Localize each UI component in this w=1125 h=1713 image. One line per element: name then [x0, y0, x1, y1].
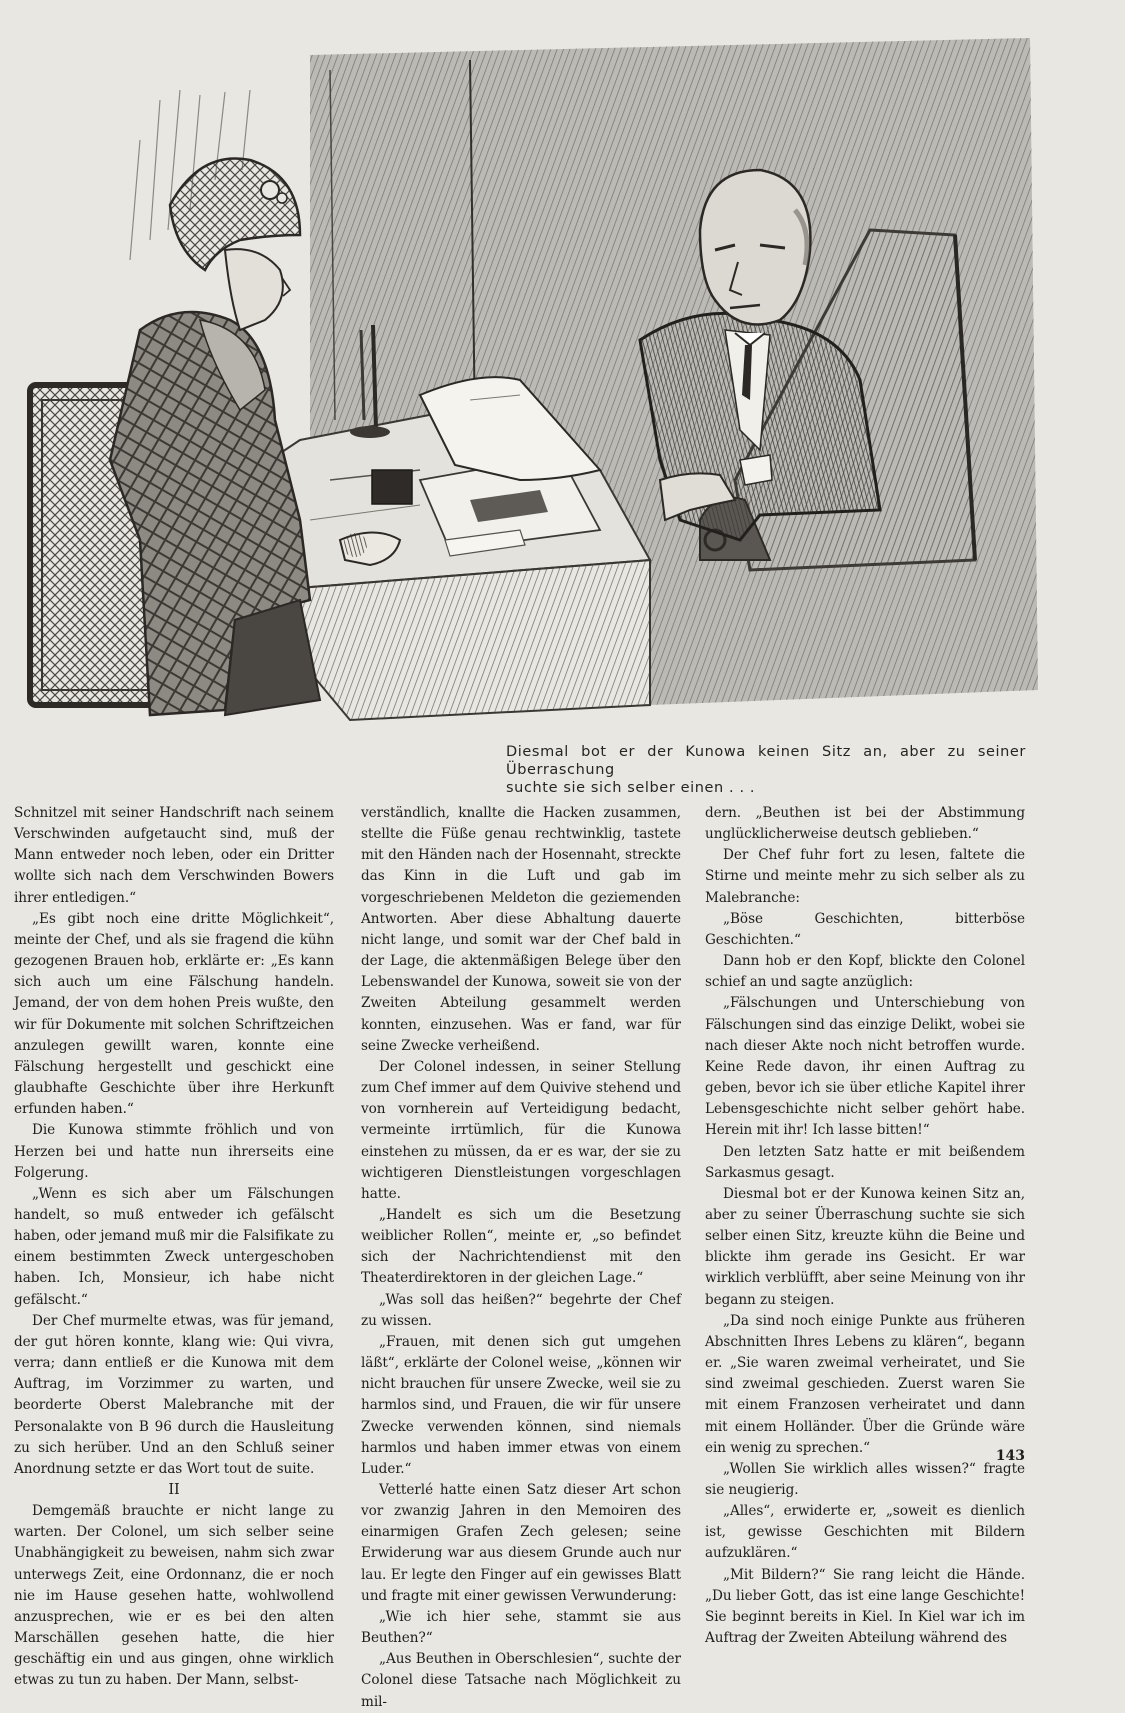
paragraph: „Wollen Sie wirklich alles wissen?“ fragte sie neugierig. — [705, 1460, 1025, 1498]
illustration-caption — [506, 743, 1026, 797]
paragraph: dern. „Beuthen ist bei der Abstimmung unglücklicherweise deutsch geblieben.“ — [705, 805, 1025, 843]
illustration — [0, 0, 1125, 740]
text-column-1 — [14, 803, 334, 1689]
paragraph: „Da sind noch einige Punkte aus früheren Abschnitten Ihres Lebens zu klären“, begann er. „Sie waren zweimal verheiratet, und Sie sind zweimal geschieden. Zuerst waren Sie mit einem Franzosen verheiratet und dann mit einem Holländer. Über die Gründe wäre ein wenig zu sprechen.“ — [705, 1312, 1025, 1456]
paragraph: Der Colonel indessen, in seiner Stellung zum Chef immer auf dem Quivive stehend und von vornherein auf Verteidigung bedacht, vermeinte irrtümlich, für die Kunowa einstehen zu müssen, da er es war, der sie zu wichtigeren Dienstleistungen vorgeschlagen hatte. — [361, 1058, 681, 1202]
paragraph: „Wie ich hier sehe, stammt sie aus Beuthen?“ — [361, 1608, 681, 1647]
paragraph: „Was soll das heißen?“ begehrte der Chef zu wissen. — [361, 1291, 681, 1329]
paragraph: „Böse Geschichten, bitterböse Geschichten.“ — [705, 910, 1025, 948]
paragraph: „Frauen, mit denen sich gut umgehen läßt“, erklärte der Colonel weise, „können wir nicht brauchen für unsere Zwecke, weil sie zu harmlos sind, und Frauen, die wir für unsere Zwecke verwenden können, sind niemals harmlos und haben immer etwas von einem Luder.“ — [361, 1333, 681, 1477]
caption-line-1: Diesmal bot er der Kunowa keinen Sitz an, aber zu seiner Überraschung — [506, 744, 1026, 778]
page-number: 143 — [995, 1448, 1025, 1464]
paragraph: „Alles“, erwiderte er, „soweit es dienlich ist, gewisse Geschichten mit Bildern aufzuklären.“ — [705, 1503, 1025, 1562]
paragraph: Schnitzel mit seiner Handschrift nach seinem Verschwinden aufgetaucht sind, muß der Mann entweder noch leben, oder ein Dritter wollte sich nach dem Verschwinden Bowers ihrer entledigen.“ — [14, 805, 334, 906]
paragraph: Den letzten Satz hatte er mit beißendem Sarkasmus gesagt. — [705, 1143, 1025, 1181]
paragraph: verständlich, knallte die Hacken zusammen, stellte die Füße genau rechtwinklig, tastete mit den Händen nach der Hosennaht, streckte das Kinn in die Luft und gab im vorgeschriebenen Meldeton die geziemenden Antworten. Aber diese Abhaltung dauerte nicht lange, und somit war der Chef bald in der Lage, die aktenmäßigen Belege über den Lebenswandel der Kunowa, soweit sie von der Zweiten Abteilung gesammelt werden konnten, einzusehen. Was er fand, war für seine Zwecke verheißend. — [361, 805, 681, 1054]
section-heading: II — [168, 1482, 180, 1498]
paragraph: Der Chef fuhr fort zu lesen, faltete die Stirne und meinte mehr zu sich selber als zu Malebranche: — [705, 847, 1025, 906]
paragraph: Der Chef murmelte etwas, was für jemand, der gut hören konnte, klang wie: Qui vivra, verra; dann entließ er die Kunowa mit dem Auftrag, im Vorzimmer zu warten, und beorderte Oberst Malebranche mit der Personalakte von B 96 durch die Hausleitung zu sich herüber. Und an den Schluß seiner Anordnung setzte er das Wort tout de suite. — [14, 1312, 334, 1477]
text-column-2 — [361, 803, 681, 1710]
paragraph: Vetterlé hatte einen Satz dieser Art schon vor zwanzig Jahren in den Memoiren des einarmigen Grafen Zech gelesen; seine Erwiderung war aus diesem Grunde auch nur lau. Er legte den Finger auf ein gewisses Blatt und fragte mit einer gewissen Verwunderung: — [361, 1482, 681, 1604]
paragraph: Dann hob er den Kopf, blickte den Colonel schief an und sagte anzüglich: — [705, 953, 1025, 991]
paragraph: Demgemäß brauchte er nicht lange zu warten. Der Colonel, um sich selber seine Unabhängigkeit zu beweisen, nahm sich zwar unterwegs Zeit, eine Ordonnanz, die er noch nie im Hause gesehen hatte, wohlwollend anzusprechen, wie er es bei den alten Marschällen gesehen hatte, die hier geschäftig ein und aus gingen, ohne wirklich etwas zu tun zu haben. Der Mann, selbst- — [14, 1503, 334, 1689]
paragraph: „Es gibt noch eine dritte Möglichkeit“, meinte der Chef, und als sie fragend die kühn gezogenen Brauen hob, erklärte er: „Es kann sich auch um eine Fälschung handeln. Jemand, der von dem hohen Preis wußte, den wir für Dokumente mit solchen Schriftzeichen anzulegen gewillt waren, konnte eine Fälschung hergestellt und geschickt eine glaubhafte Geschichte über ihre Herkunft erfunden haben.“ — [14, 910, 334, 1118]
paragraph: „Handelt es sich um die Besetzung weiblicher Rollen“, meinte er, „so befindet sich der Nachrichtendienst mit den Theaterdirektoren in der gleichen Lage.“ — [361, 1206, 681, 1287]
paragraph: Diesmal bot er der Kunowa keinen Sitz an, aber zu seiner Überraschung suchte sie sich selber einen Sitz, kreuzte kühn die Beine und blickte ihm gerade ins Gesicht. Er war wirklich verblüfft, aber seine Meinung von ihr begann zu steigen. — [705, 1185, 1025, 1308]
caption-line-2: suchte sie sich selber einen . . . — [506, 780, 756, 796]
paragraph: Die Kunowa stimmte fröhlich und von Herzen bei und hatte nun ihrerseits eine Folgerung. — [14, 1122, 334, 1181]
paragraph: „Wenn es sich aber um Fälschungen handelt, so muß entweder ich gefälscht haben, oder jemand muß mir die Falsifikate zu einem bestimmten Zweck untergeschoben haben. Ich, Monsieur, ich habe nicht gefälscht.“ — [14, 1185, 334, 1308]
paragraph: „Aus Beuthen in Oberschlesien“, suchte der Colonel diese Tatsache nach Möglichkeit zu mil- — [361, 1651, 681, 1710]
paragraph: „Fälschungen und Unterschiebung von Fälschungen sind das einzige Delikt, wobei sie nach dieser Akte noch nicht betroffen wurde. Keine Rede davon, ihr einen Auftrag zu geben, bevor ich sie über etliche Kapitel ihrer Lebensgeschichte nicht selber gehört habe. Herein mit ihr! Ich lasse bitten!“ — [705, 995, 1025, 1139]
paragraph: „Mit Bildern?“ Sie rang leicht die Hände. „Du lieber Gott, das ist eine lange Geschichte! Sie beginnt bereits in Kiel. In Kiel war ich im Auftrag der Zweiten Abteilung während des — [705, 1566, 1025, 1647]
